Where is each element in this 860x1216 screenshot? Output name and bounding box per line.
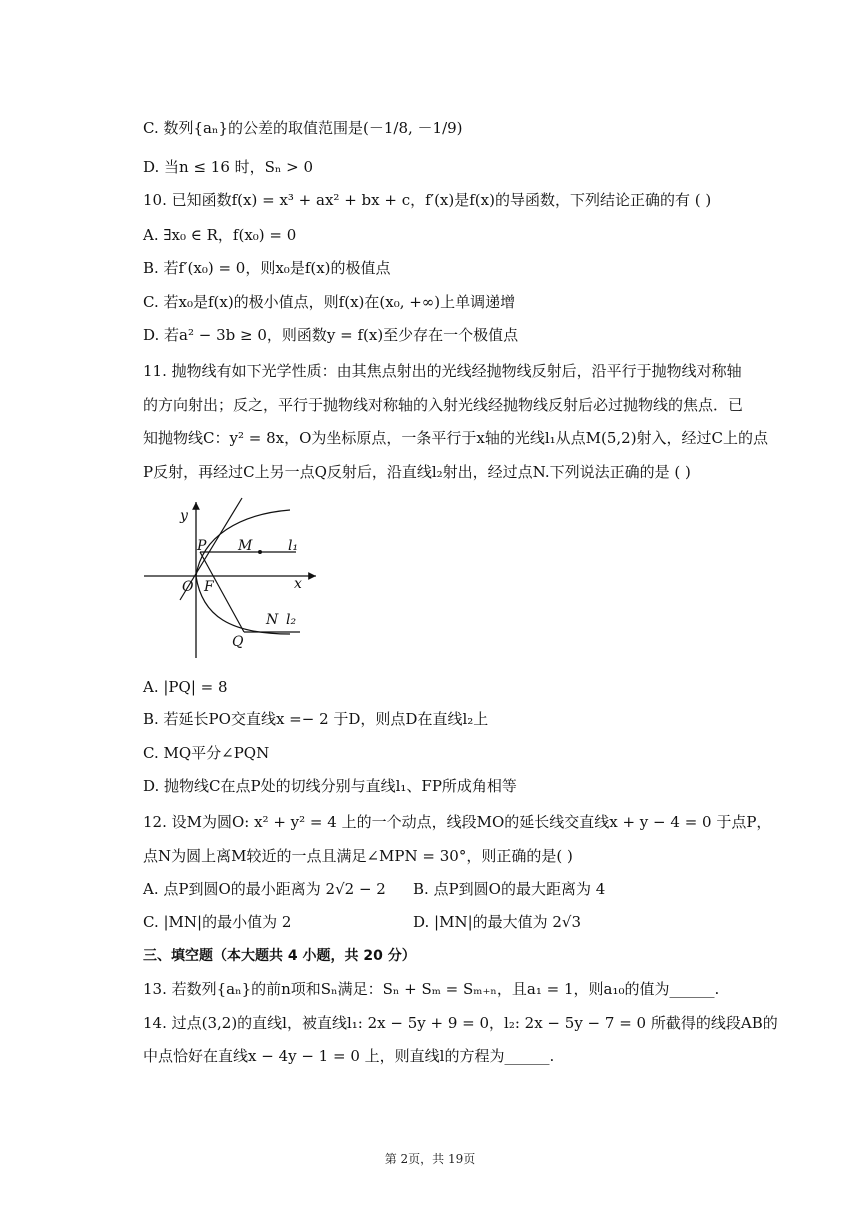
- label-m: M: [238, 538, 253, 554]
- option-10c: C. 若x₀是f(x)的极小值点，则f(x)在(x₀, +∞)上单调递增: [143, 293, 516, 311]
- question-10: 10. 已知函数f(x) = x³ + ax² + bx + c，f′(x)是f(x)的导函数，下列结论正确的有 ( ): [143, 191, 712, 209]
- option-12d: D. |MN|的最大值为 2√3: [413, 913, 582, 931]
- option-11d: D. 抛物线C在点P处的切线分别与直线l₁、FP所成角相等: [143, 777, 517, 795]
- question-11-line4: P反射，再经过C上另一点Q反射后，沿直线l₂射出，经过点N.下列说法正确的是 ( ): [143, 463, 691, 481]
- option-11b: B. 若延长PO交直线x =− 2 于D，则点D在直线l₂上: [143, 710, 489, 728]
- parabola-figure: [140, 496, 322, 662]
- point-m: [258, 550, 262, 554]
- label-l1: l₁: [288, 538, 299, 554]
- question-11-line2: 的方向射出；反之，平行于抛物线对称轴的入射光线经抛物线反射后必过抛物线的焦点．已: [143, 396, 744, 414]
- label-o: O: [182, 579, 194, 595]
- label-x: x: [294, 576, 302, 592]
- option-10a: A. ∃x₀ ∈ R，f(x₀) = 0: [143, 226, 297, 244]
- question-12-line2: 点N为圆上离M较近的一点且满足∠MPN = 30°，则正确的是( ): [143, 847, 573, 865]
- option-11a: A. |PQ| = 8: [143, 678, 228, 696]
- page-footer: 第 2页，共 19页: [384, 1152, 476, 1166]
- option-9c: C. 数列{aₙ}的公差的取值范围是(－1/8, －1/9): [143, 119, 463, 137]
- label-q: Q: [232, 634, 244, 650]
- option-12b: B. 点P到圆O的最大距离为 4: [413, 880, 606, 898]
- label-f: F: [204, 579, 214, 595]
- section-heading: 三、填空题（本大题共 4 小题，共 20 分）: [143, 948, 416, 964]
- label-l2: l₂: [286, 612, 297, 628]
- option-11c: C. MQ平分∠PQN: [143, 744, 270, 762]
- option-10d: D. 若a² − 3b ≥ 0，则函数y = f(x)至少存在一个极值点: [143, 326, 519, 344]
- question-14-line2: 中点恰好在直线x − 4y − 1 = 0 上，则直线l的方程为______.: [143, 1047, 555, 1065]
- option-10b: B. 若f′(x₀) = 0，则x₀是f(x)的极值点: [143, 259, 391, 277]
- option-9d: D. 当n ≤ 16 时，Sₙ > 0: [143, 158, 314, 176]
- question-12-line1: 12. 设M为圆O: x² + y² = 4 上的一个动点，线段MO的延长线交直线x + y − 4 = 0 于点P，: [143, 813, 772, 831]
- option-12a: A. 点P到圆O的最小距离为 2√2 − 2: [143, 880, 386, 898]
- label-y: y: [180, 508, 188, 524]
- question-11-line3: 知抛物线C：y² = 8x，O为坐标原点，一条平行于x轴的光线l₁从点M(5,2)射入，经过C上的点: [143, 429, 769, 447]
- option-12c: C. |MN|的最小值为 2: [143, 913, 292, 931]
- label-p: P: [197, 538, 207, 554]
- question-11-line1: 11. 抛物线有如下光学性质：由其焦点射出的光线经抛物线反射后，沿平行于抛物线对称轴: [143, 362, 742, 380]
- label-n: N: [266, 612, 279, 628]
- question-13: 13. 若数列{aₙ}的前n项和Sₙ满足：Sₙ + Sₘ = Sₘ₊ₙ，且a₁ = 1，则a₁₀的值为______.: [143, 980, 720, 998]
- question-14-line1: 14. 过点(3,2)的直线l，被直线l₁: 2x − 5y + 9 = 0，l₂: 2x − 5y − 7 = 0 所截得的线段AB的: [143, 1014, 778, 1032]
